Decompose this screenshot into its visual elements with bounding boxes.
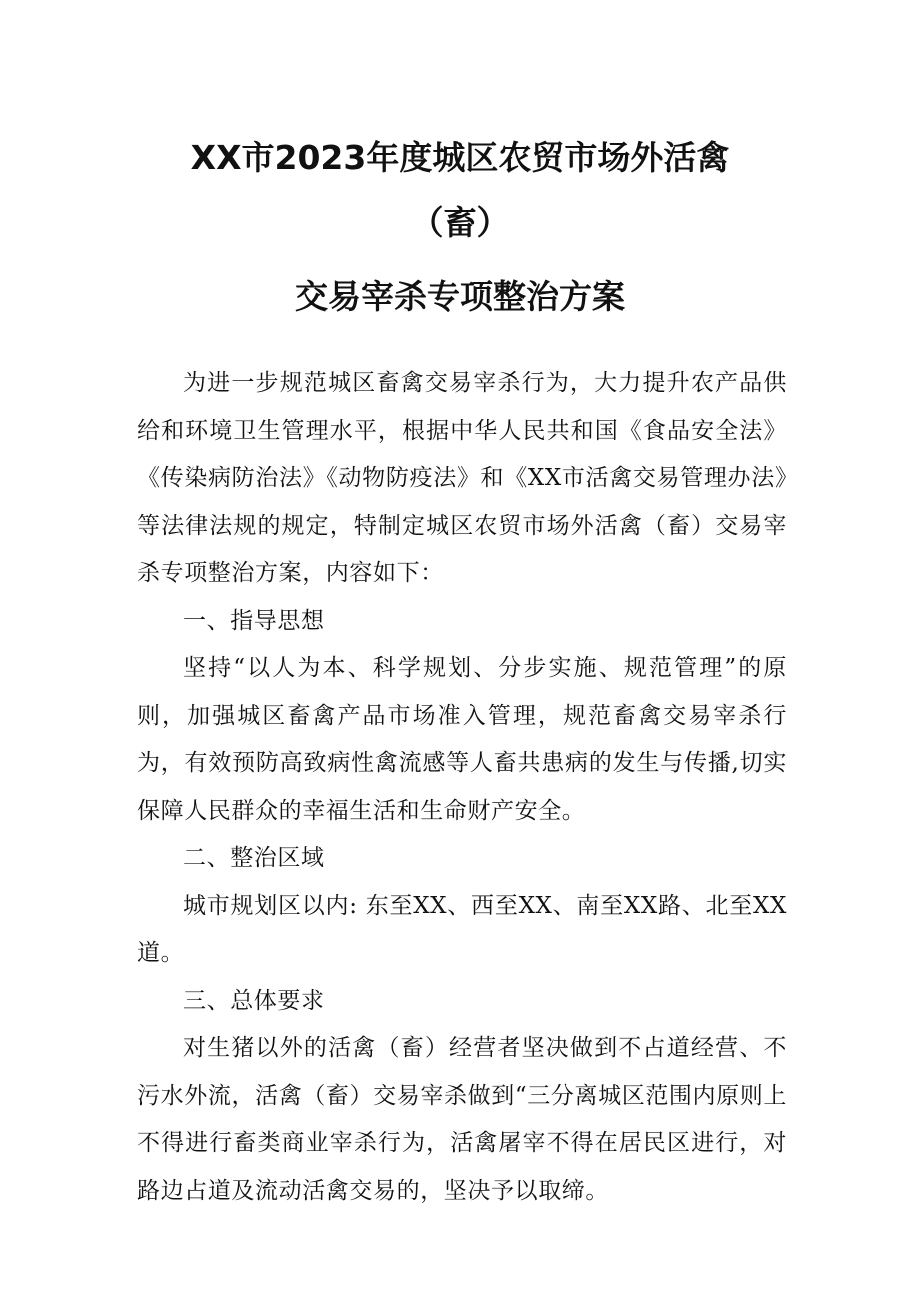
section-heading-general-requirements: 三、总体要求 [183,987,325,1014]
remediation-area-paragraph: 城市规划区以内: 东至XX、西至XX、南至XX路、北至XX道。 [137,892,787,966]
section-heading-guiding-ideology: 一、指导思想 [183,607,325,634]
document-title-line-2: （畜） [410,203,510,242]
guiding-ideology-paragraph: 坚持“以人为本、科学规划、分步实施、规范管理”的原则，加强城区畜禽产品市场准入管理，规范畜禽交易宰杀行为，有效预防高致病性禽流感等人畜共患病的发生与传播,切实保障人民群众的幸福生活和生命财产安全。 [137,655,787,824]
document-title-line-1: XX市2023年度城区农贸市场外活禽 [190,138,730,177]
general-requirements-paragraph: 对生猪以外的活禽（畜）经营者坚决做到不占道经营、不污水外流，活禽（畜）交易宰杀做到“三分离城区范围内原则上不得进行畜类商业宰杀行为，活禽屠宰不得在居民区进行，对路边占道及流动活禽交易的，坚决予以取缔。 [137,1035,787,1204]
intro-paragraph: 为进一步规范城区畜禽交易宰杀行为，大力提升农产品供给和环境卫生管理水平，根据中华人民共和国《食品安全法》《传染病防治法》《动物防疫法》和《XX市活禽交易管理办法》等法律法规的规定，特制定城区农贸市场外活禽（畜）交易宰杀专项整治方案，内容如下： [137,370,787,586]
document-title-line-3: 交易宰杀专项整治方案 [295,277,625,316]
document-body [137,360,787,1215]
section-heading-remediation-area: 二、整治区域 [183,845,325,871]
